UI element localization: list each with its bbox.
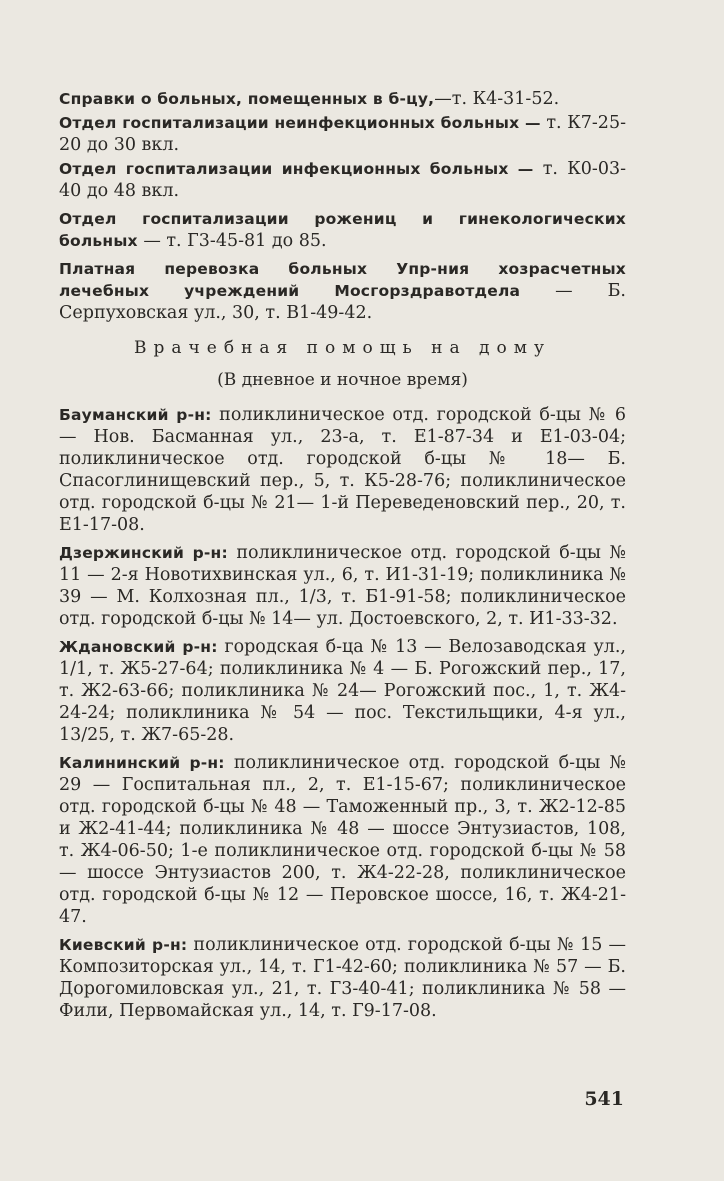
info-rest: — Б. Серпуховская ул., 30, т. В1-49-42. [59, 281, 626, 323]
district-entry-baumansky [59, 404, 626, 536]
district-name: Ждановский р-н: [59, 638, 218, 656]
district-name: Калининский р-н: [59, 754, 225, 772]
district-text: поликлиническое отд. городской б-цы № 11 — 2-я Новотихвинская ул., 6, т. И1-31-19; поликлиника № 39 — М. Колхозная пл., 1/3, т. Б1-91-58; поликлиническое отд. городской б-цы № 14— ул. Достоевского, 2, т. И1-33-32. [59, 543, 626, 629]
district-name: Киевский р-н: [59, 936, 188, 954]
district-text: городская б-ца № 13 — Велозаводская ул., 1/1, т. Ж5-27-64; поликлиника № 4 — Б. Рогожский пер., 17, т. Ж2-63-66; поликлиника № 24— Рогожский пос., 1, т. Ж4-24-24; поликлиника № 54 — пос. Текстильщики, 4-я ул., 13/25, т. Ж7-65-28. [59, 637, 626, 745]
info-rest: т. К7-25-20 до 30 вкл. [59, 113, 626, 155]
info-line-maternity [59, 208, 626, 252]
info-line-infectious [59, 158, 626, 202]
info-rest: т. К0-03-40 до 48 вкл. [59, 159, 626, 201]
district-text: поликлиническое отд. городской б-цы № 6 — Нов. Басманная ул., 23-а, т. Е1-87-34 и Е1-03-04; поликлиническое отд. городской б-цы № 18— Б. Спасоглинищевский пер., 5, т. К5-28-76; поликлиническое отд. городской б-цы № 21— 1-й Переведеновский пер., 20, т. Е1-17-08. [59, 405, 626, 535]
info-line-patients [59, 88, 626, 110]
section-title: Врачебная помощь на дому [134, 338, 551, 358]
info-lead: Справки о больных, помещенных в б-цу, [59, 90, 435, 108]
info-lead: Отдел госпитализации инфекционных больных — [59, 160, 534, 178]
info-line-noninfectious [59, 112, 626, 156]
district-entry-zhdanovsky [59, 636, 626, 746]
info-rest: — т. Г3-45-81 до 85. [137, 231, 327, 251]
district-name: Бауманский р-н: [59, 406, 212, 424]
info-line-transport [59, 258, 626, 324]
page-number: 541 [584, 1088, 624, 1110]
district-entry-kievsky [59, 934, 626, 1022]
info-lead: Платная перевозка больных Упр-ния хозрасчетных лечебных учреждений Мосгорздравотдела [59, 260, 626, 300]
section-subtitle: (В дневное и ночное время) [217, 370, 468, 390]
info-lead: Отдел госпитализации рожениц и гинекологических больных [59, 210, 626, 250]
district-name: Дзержинский р-н: [59, 544, 228, 562]
district-entry-kalininsky [59, 752, 626, 928]
info-rest: —т. К4-31-52. [434, 89, 560, 109]
info-lead: Отдел госпитализации неинфекционных больных — [59, 114, 541, 132]
district-text: поликлиническое отд. городской б-цы № 29 — Госпитальная пл., 2, т. Е1-15-67; поликлиническое отд. городской б-цы № 48 — Таможенный пр., 3, т. Ж2-12-85 и Ж2-41-44; поликлиника № 48 — шоссе Энтузиастов, 108, т. Ж4-06-50; 1-е поликлиническое отд. городской б-цы № 58 — шоссе Энтузиастов 200, т. Ж4-22-28, поликлиническое отд. городской б-цы № 12 — Перовское шоссе, 16, т. Ж4-21-47. [59, 753, 626, 927]
district-text: поликлиническое отд. городской б-цы № 15 — Композиторская ул., 14, т. Г1-42-60; поликлиника № 57 — Б. Дорогомиловская ул., 21, т. Г3-40-41; поликлиника № 58 — Фили, Первомайская ул., 14, т. Г9-17-08. [59, 935, 626, 1021]
district-entry-dzerzhinsky [59, 542, 626, 630]
